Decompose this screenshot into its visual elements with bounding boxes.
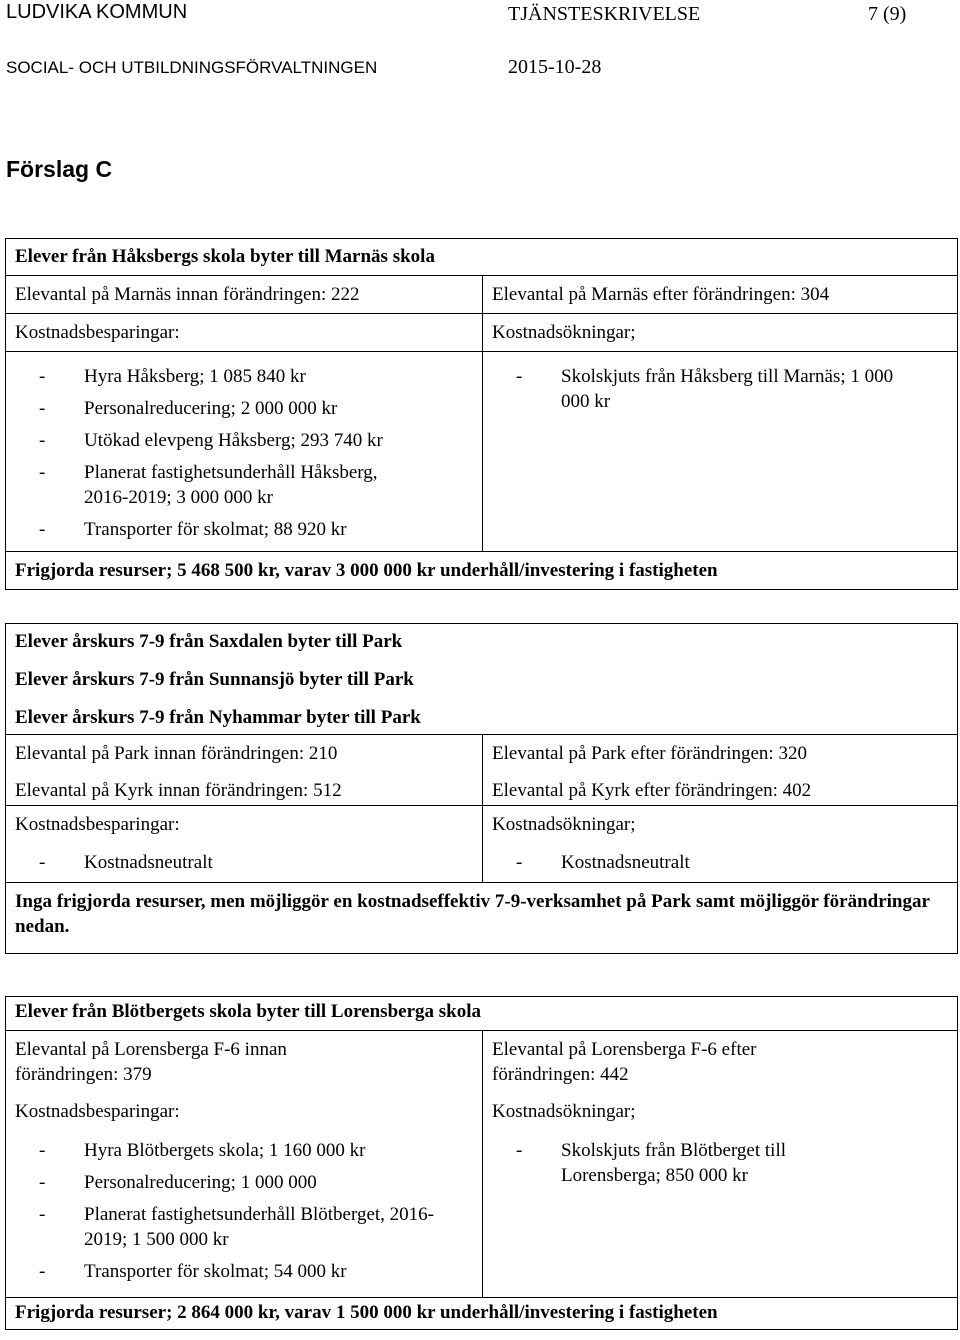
costs-label: Kostnadsökningar;: [483, 314, 958, 352]
list-item: - Transporter för skolmat; 54 000 kr: [39, 1259, 473, 1284]
page-number: 7 (9): [868, 3, 907, 25]
document-date: 2015-10-28: [508, 56, 602, 78]
kyrk-count-before: Elevantal på Kyrk innan förändringen: 512: [15, 780, 342, 801]
list-item: - Personalreducering; 2 000 000 kr: [39, 396, 473, 421]
list-item: - Personalreducering; 1 000 000: [39, 1170, 473, 1195]
proposal-table-haksberg: [5, 238, 958, 590]
costs-label: Kostnadsökningar;: [492, 814, 636, 835]
park-count-after: Elevantal på Park efter förändringen: 320: [492, 743, 807, 764]
proposal-table-blotberget: [5, 996, 958, 1330]
summary: Inga frigjorda resurser, men möjliggör en kostnadseffektiv 7-9-verksamhet på Park samt möjliggör förändringar nedan.: [6, 883, 958, 954]
count-after: Elevantal på Marnäs efter förändringen: 304: [483, 276, 958, 314]
savings-label: Kostnadsbesparingar:: [15, 814, 180, 835]
savings-list: [15, 1124, 473, 1284]
list-item: - Hyra Håksberg; 1 085 840 kr: [39, 364, 473, 389]
list-item: - Planerat fastighetsunderhåll Håksberg, 2016-2019; 3 000 000 kr: [39, 460, 414, 510]
list-item: - Hyra Blötbergets skola; 1 160 000 kr: [39, 1138, 473, 1163]
list-item: - Kostnadsneutralt: [516, 850, 948, 875]
section-title: Elever årskurs 7-9 från Saxdalen byter till Park: [15, 631, 403, 652]
count-before: Elevantal på Lorensberga F-6 innan förändringen: 379: [15, 1039, 287, 1085]
savings-label: Kostnadsbesparingar:: [6, 314, 483, 352]
list-item: - Skolskjuts från Blötberget till Lorensberga; 850 000 kr: [516, 1138, 851, 1188]
count-after: Elevantal på Lorensberga F-6 efter förändringen: 442: [492, 1039, 757, 1085]
costs-list: [492, 837, 948, 875]
park-count-before: Elevantal på Park innan förändringen: 210: [15, 743, 338, 764]
section-title: Elever årskurs 7-9 från Sunnansjö byter till Park: [15, 669, 414, 690]
list-item: - Utökad elevpeng Håksberg; 293 740 kr: [39, 428, 473, 453]
summary: Frigjorda resurser; 5 468 500 kr, varav 3 000 000 kr underhåll/investering i fastigheten: [6, 552, 958, 590]
costs-list: [492, 358, 948, 414]
proposal-table-park: [5, 623, 958, 954]
list-item: - Transporter för skolmat; 88 920 kr: [39, 517, 473, 542]
costs-label: Kostnadsökningar;: [492, 1101, 636, 1122]
count-before: Elevantal på Marnäs innan förändringen: 222: [6, 276, 483, 314]
department: SOCIAL- OCH UTBILDNINGSFÖRVALTNINGEN: [6, 58, 378, 77]
section-title: Elever från Håksbergs skola byter till Marnäs skola: [6, 239, 958, 276]
org-name: LUDVIKA KOMMUN: [6, 1, 188, 23]
section-title: Elever från Blötbergets skola byter till Lorensberga skola: [6, 997, 958, 1031]
section-title: Elever årskurs 7-9 från Nyhammar byter till Park: [15, 707, 421, 728]
summary: Frigjorda resurser; 2 864 000 kr, varav 1 500 000 kr underhåll/investering i fastigheten: [6, 1298, 958, 1330]
costs-list: [492, 1124, 948, 1188]
page-heading: Förslag C: [6, 156, 113, 182]
list-item: - Skolskjuts från Håksberg till Marnäs; 1 000 000 kr: [516, 364, 906, 414]
list-item: - Planerat fastighetsunderhåll Blötberget, 2016-2019; 1 500 000 kr: [39, 1202, 454, 1252]
doc-type: TJÄNSTESKRIVELSE: [508, 3, 701, 25]
kyrk-count-after: Elevantal på Kyrk efter förändringen: 402: [492, 780, 812, 801]
savings-label: Kostnadsbesparingar:: [15, 1101, 180, 1122]
savings-list: [15, 837, 473, 875]
list-item: - Kostnadsneutralt: [39, 850, 473, 875]
savings-list: [15, 358, 473, 542]
